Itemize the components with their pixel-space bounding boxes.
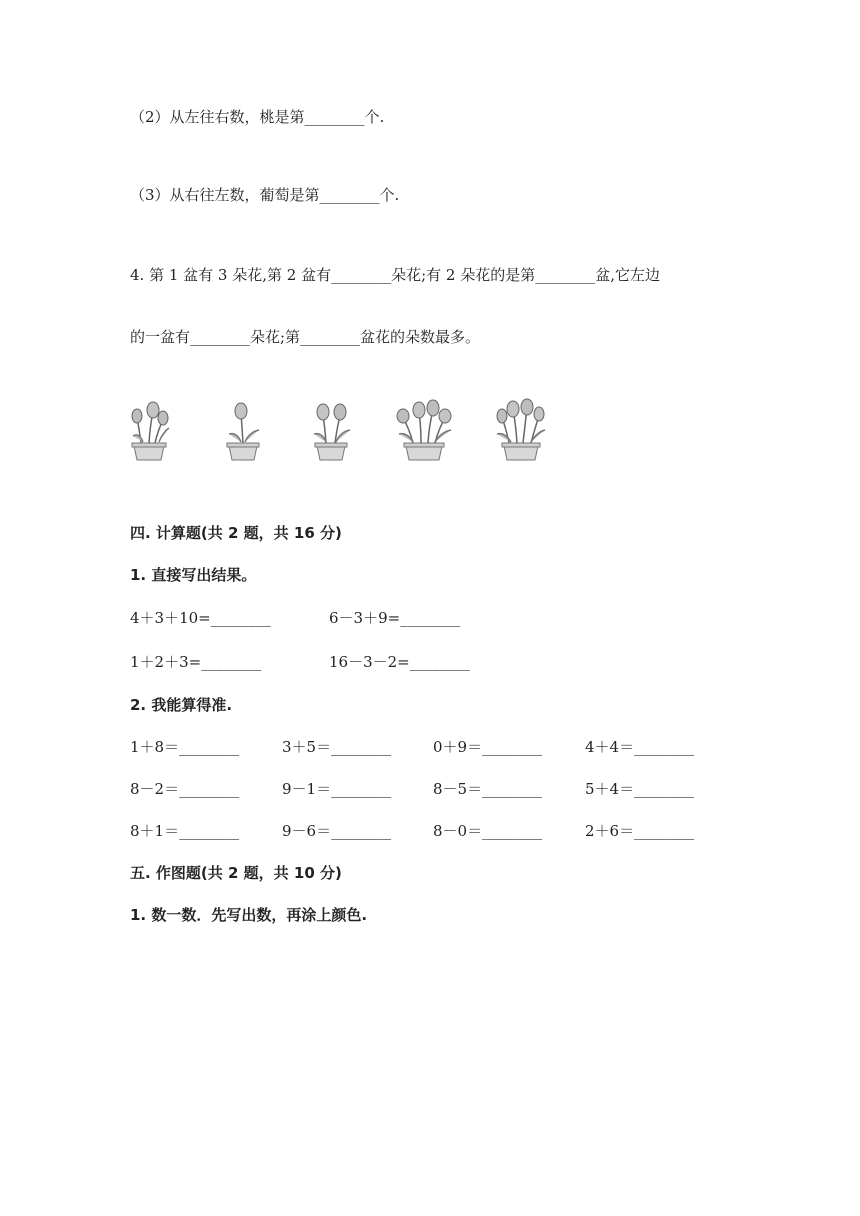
q1-expr: 1＋2＋3=________	[130, 653, 262, 671]
q2-expr: 8－5＝________	[433, 780, 543, 798]
flower-pot-icon	[393, 398, 455, 462]
q3-item-2: （2）从左往右数，桃是第________个.	[130, 108, 385, 126]
q2-expr: 9－6＝________	[282, 822, 392, 840]
q1-expr: 16－3－2=________	[329, 653, 470, 671]
flower-pots-illustration	[125, 398, 555, 468]
flower-pot-icon	[125, 398, 173, 462]
q4-line-1: 4. 第 1 盆有 3 朵花,第 2 盆有________朵花;有 2 朵花的是第________盆,它左边	[130, 266, 660, 284]
q2-expr: 8－2＝________	[130, 780, 240, 798]
q1-expr: 4＋3＋10=________	[130, 609, 271, 627]
q2-expr: 1＋8＝________	[130, 738, 240, 756]
flower-pot-icon	[308, 398, 354, 462]
section-5-q1-title: 1. 数一数．先写出数，再涂上颜色.	[130, 906, 368, 924]
q3-item-3: （3）从右往左数，葡萄是第________个.	[130, 186, 400, 204]
q2-expr: 4＋4＝________	[585, 738, 695, 756]
section-4-q2-title: 2. 我能算得准.	[130, 696, 233, 714]
q2-expr: 0＋9＝________	[433, 738, 543, 756]
section-4-title: 四. 计算题(共 2 题，共 16 分)	[130, 524, 342, 542]
q2-expr: 2＋6＝________	[585, 822, 695, 840]
flower-pot-icon	[493, 398, 549, 462]
q4-line-2: 的一盆有________朵花;第________盆花的朵数最多。	[130, 328, 481, 346]
q2-expr: 3＋5＝________	[282, 738, 392, 756]
q1-expr: 6－3＋9=________	[329, 609, 461, 627]
flower-pot-icon	[221, 398, 265, 462]
section-5-title: 五. 作图题(共 2 题，共 10 分)	[130, 864, 342, 882]
q2-expr: 9－1＝________	[282, 780, 392, 798]
section-4-q1-title: 1. 直接写出结果。	[130, 566, 257, 584]
q2-expr: 8－0＝________	[433, 822, 543, 840]
q2-expr: 8＋1＝________	[130, 822, 240, 840]
q2-expr: 5＋4＝________	[585, 780, 695, 798]
